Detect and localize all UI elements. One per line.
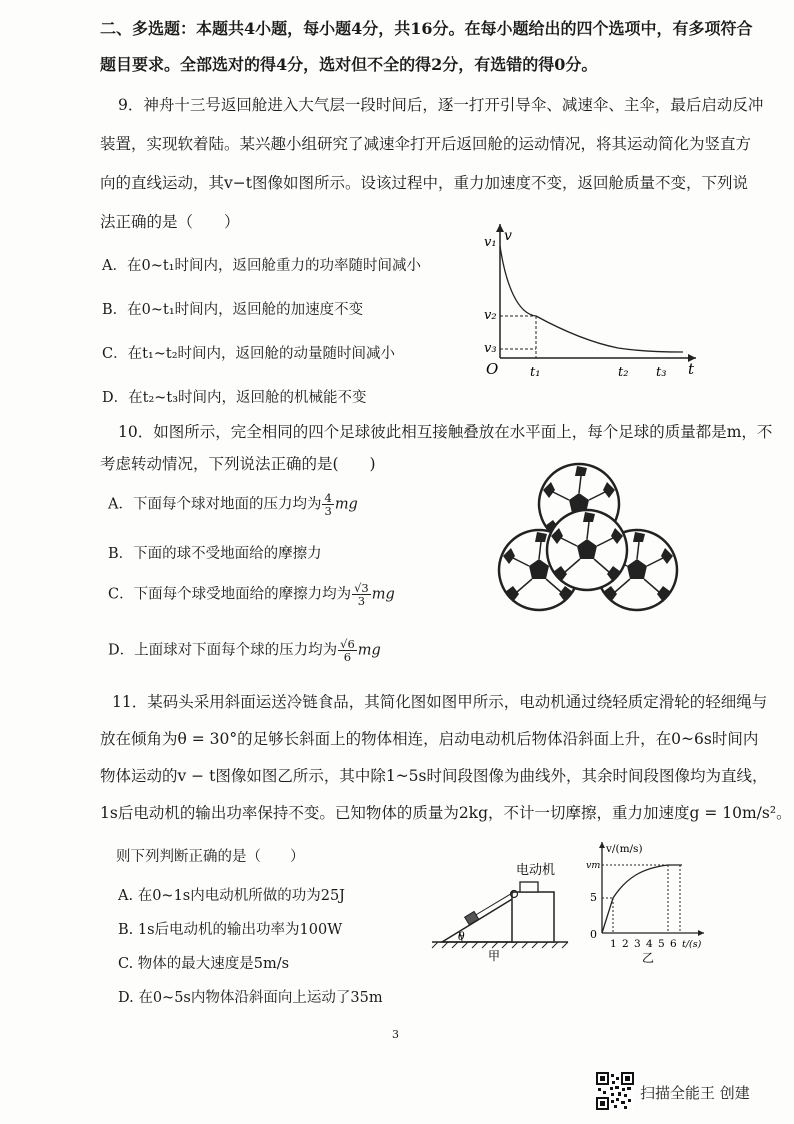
q9-label-v3: v₃ [484,341,497,356]
q9-stem-line3: 向的直线运动，其v−t图像如图所示。设该过程中，重力加速度不变，返回舱质量不变，下列说 [100,174,748,192]
q11-figure-jia-incline [428,856,578,964]
q10-soccer-balls-figure [495,458,685,618]
q11-yi-caption: 乙 [642,951,655,964]
q11-stem-line1: 11．某码头采用斜面运送冷链食品，其简化图如图甲所示，电动机通过绕轻质定滑轮的轻细绳与 [112,693,768,711]
q9-option-d: D．在t₂~t₃时间内，返回舱的机械能不变 [102,390,367,406]
soccer-ball-middle [547,510,627,590]
q9-label-t1: t₁ [530,365,541,380]
q10-option-c: C．下面每个球受地面给的摩擦力均为 $\frac{√3}{3}$ mg [108,581,395,608]
q11-stem-line3: 物体运动的v − t图像如图乙所示，其中除1~5s时间段图像为曲线外，其余时间段图像均为直线， [100,767,768,785]
q9-label-t-axis: t [688,360,695,378]
section-heading-line1: 二、多选题：本题共4小题，每小题4分，共16分。在每小题给出的四个选项中，有多项符合 [100,19,753,38]
q11-yi-xtick-1: 1 [610,938,617,950]
qr-code-icon [596,1072,634,1110]
q9-vt-graph [478,216,708,382]
q11-option-c: C. 物体的最大速度是5m/s [118,956,290,972]
q9-option-a: A．在0~t₁时间内，返回舱重力的功率随时间减小 [102,258,421,274]
q9-option-c: C．在t₁~t₂时间内，返回舱的动量随时间减小 [102,346,396,362]
q11-yi-tick-5: 5 [590,891,597,904]
q9-label-t3: t₃ [656,365,667,380]
q11-jia-caption: 甲 [488,949,501,963]
q11-option-a: A. 在0~1s内电动机所做的功为25J [118,888,345,904]
q9-stem-line2: 装置，实现软着陆。某兴趣小组研究了减速伞打开后返回舱的运动情况，将其运动简化为竖直方 [100,135,752,153]
q11-yi-vm: vm [586,860,601,871]
q9-label-origin: O [486,360,499,378]
page-number: 3 [392,1028,399,1041]
q9-label-v2: v₂ [484,308,497,323]
q11-yi-xtick-2: 2 [622,938,629,950]
q11-option-b: B. 1s后电动机的输出功率为100W [118,922,343,938]
q11-stem-line4: 1s后电动机的输出功率保持不变。已知物体的质量为2kg，不计一切摩擦，重力加速度g = 10m/s²。 [100,804,792,822]
q9-label-v1: v₁ [484,235,497,250]
q11-yi-xtick-6: 6 [670,938,677,950]
q11-yi-xtick-4: 4 [646,938,653,950]
q11-stem-line5: 则下列判断正确的是（ ） [116,849,305,865]
q10-stem-line2: 考虑转动情况，下列说法正确的是( ) [100,455,376,473]
q11-option-d: D. 在0~5s内物体沿斜面向上运动了35m [118,990,383,1006]
footer-brand-text: 扫描全能王 创建 [640,1084,750,1102]
q9-label-v-axis: v [504,228,512,244]
q9-stem-line4: 法正确的是（ ） [100,213,240,231]
q11-yi-origin: 0 [590,928,597,941]
q11-yi-xtick-5: 5 [658,938,665,950]
q11-jia-motor-label: 电动机 [516,863,556,878]
q10-stem-line1: 10．如图所示，完全相同的四个足球彼此相互接触叠放在水平面上，每个足球的质量都是m，不 [118,423,773,441]
q11-yi-xlabel: t/(s) [682,939,702,950]
q9-stem-line1: 9．神舟十三号返回舱进入大气层一段时间后，逐一打开引导伞、减速伞、主伞，最后启动反冲 [118,96,764,114]
q11-yi-xtick-3: 3 [634,938,641,950]
q10-option-b: B．下面的球不受地面给的摩擦力 [108,546,322,562]
q9-option-b: B．在0~t₁时间内，返回舱的加速度不变 [102,302,364,318]
section-heading-line2: 题目要求。全部选对的得4分，选对但不全的得2分，有选错的得0分。 [100,55,598,74]
q10-option-d: D．上面球对下面每个球的压力均为 $\frac{√6}{6}$ mg [108,637,381,664]
q11-figure-yi-vt-graph [582,838,712,964]
q9-label-t2: t₂ [618,365,629,380]
q11-yi-ylabel: v/(m/s) [606,843,643,855]
q11-jia-theta: θ [458,930,465,943]
q10-option-a: A．下面每个球对地面的压力均为 $\frac{4}{3}$ mg [108,491,358,518]
q11-stem-line2: 放在倾角为θ = 30°的足够长斜面上的物体相连，启动电动机后物体沿斜面上升，在0~6s时间内 [100,730,759,748]
